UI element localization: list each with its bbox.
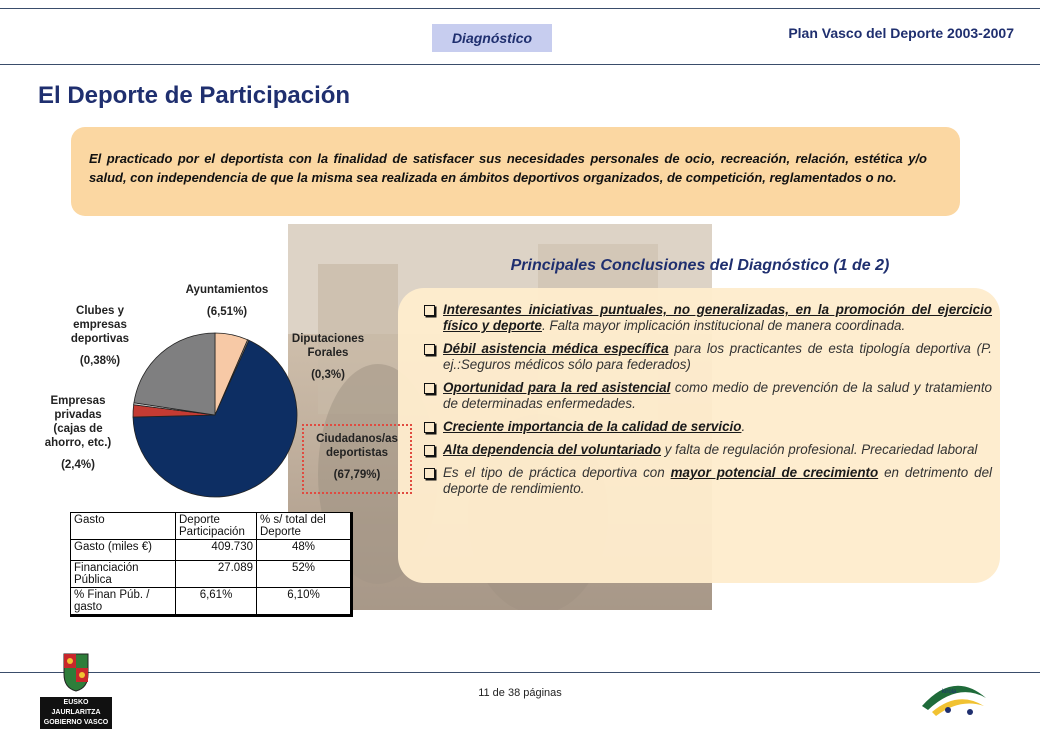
table-row <box>71 561 352 588</box>
conclusion-item: Alta dependencia del voluntariado y falta de regulación profesional. Precariedad laboral <box>424 442 992 458</box>
plan-title: Plan Vasco del Deporte 2003-2007 <box>788 25 1014 41</box>
definition-text: El practicado por el deportista con la finalidad de satisfacer sus necesidades personales de ocio, recreación, relación, estética y/o salud, con independencia de que la misma sea realizada en ámbitos deportivos organizados, de competición, reglamentados o no. <box>89 151 927 185</box>
table-cell: 52% <box>257 561 352 588</box>
conclusion-item: Débil asistencia médica específica para los practicantes de esta tipología deportiva (P. ej.:Seguros médicos sólo para federados) <box>424 341 992 373</box>
conclusion-item: Es el tipo de práctica deportiva con mayor potencial de crecimiento en detrimento del deporte de rendimiento. <box>424 465 992 497</box>
table-cell: % Finan Púb. / gasto <box>71 588 176 616</box>
table-row <box>71 540 352 561</box>
checkbox-bullet-icon <box>424 445 435 456</box>
table-cell: 6,10% <box>257 588 352 616</box>
table-header-cell: Gasto <box>71 513 176 540</box>
table-header-row <box>71 513 352 540</box>
label-ayuntamientos: Ayuntamientos (6,51%) <box>185 284 269 318</box>
page-title: El Deporte de Participación <box>38 82 351 109</box>
label-ciudadanos: Ciudadanos/as deportistas (67,79%) <box>316 433 398 481</box>
tab-diagnostico[interactable]: Diagnóstico <box>432 24 552 52</box>
table-header-cell: Deporte Participación <box>176 513 257 540</box>
euskadi-kirola-logo <box>918 676 990 716</box>
checkbox-bullet-icon <box>424 422 435 433</box>
table-cell: Gasto (miles €) <box>71 540 176 561</box>
logo-text-euskadi: EUSKADI <box>936 680 968 687</box>
label-clubes: Clubes y empresas deportivas (0,38%) <box>70 305 130 367</box>
conclusion-item: Interesantes iniciativas puntuales, no generalizadas, en la promoción del ejercicio físico y deporte. Falta mayor implicación institucional de manera coordinada. <box>424 302 992 334</box>
checkbox-bullet-icon <box>424 305 435 316</box>
table-row <box>71 588 352 616</box>
conclusion-item: Creciente importancia de la calidad de servicio. <box>424 419 992 435</box>
conclusions-heading: Principales Conclusiones del Diagnóstico (1 de 2) <box>510 257 890 274</box>
logo-text: EUSKO JAURLARITZA GOBIERNO VASCO <box>40 697 112 729</box>
label-empresas: Empresas privadas (cajas de ahorro, etc.) (2,4%) <box>44 395 112 471</box>
conclusions-list <box>424 302 992 504</box>
logo-text-kirola: kirola <box>942 689 957 695</box>
checkbox-bullet-icon <box>424 383 435 394</box>
table-header-cell: % s/ total del Deporte <box>257 513 352 540</box>
table-cell: 27.089 <box>176 561 257 588</box>
checkbox-bullet-icon <box>424 468 435 479</box>
expense-table <box>70 512 353 617</box>
gobierno-vasco-logo <box>40 652 112 726</box>
checkbox-bullet-icon <box>424 344 435 355</box>
footer-rule <box>0 672 1040 673</box>
page-counter: 11 de 38 páginas <box>478 687 562 699</box>
coat-of-arms-icon <box>40 652 112 692</box>
top-rule <box>0 8 1040 9</box>
label-diputaciones: Diputaciones Forales (0,3%) <box>291 333 365 381</box>
table-cell: 409.730 <box>176 540 257 561</box>
header-rule <box>0 64 1040 65</box>
table-cell: 48% <box>257 540 352 561</box>
conclusion-item: Oportunidad para la red asistencial como medio de prevención de la salud y tratamiento de determinadas enfermedades. <box>424 380 992 412</box>
table-cell: Financiación Pública <box>71 561 176 588</box>
table-cell: 6,61% <box>176 588 257 616</box>
